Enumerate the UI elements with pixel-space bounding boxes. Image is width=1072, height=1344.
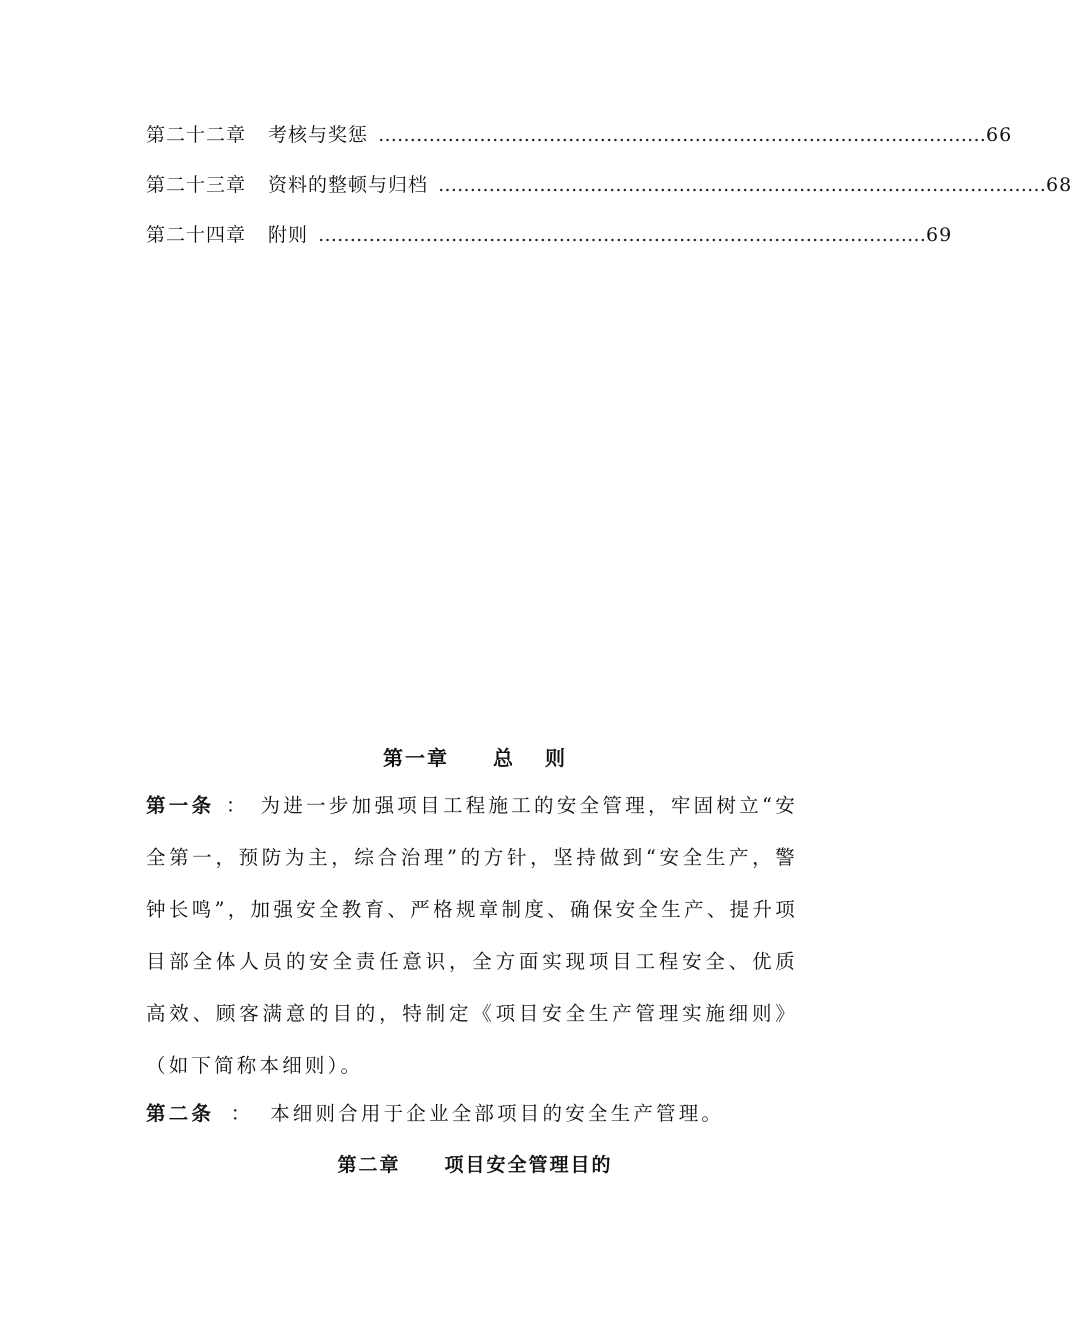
chapter-1-title-char: 则	[545, 746, 567, 770]
chapter-2-label: 第二章	[337, 1154, 401, 1176]
toc-chapter-title: 考核与奖惩	[268, 124, 369, 146]
toc-page-number: 68	[1046, 174, 1072, 196]
chapter-1-heading	[0, 742, 950, 771]
chapter-1-label: 第一章	[383, 746, 449, 770]
article-2-label: 第二条	[146, 1102, 215, 1125]
toc-entry[interactable]	[146, 120, 1013, 170]
chapter-2-title: 项目安全管理目的	[444, 1154, 613, 1176]
article-1-separator: ：	[226, 794, 249, 817]
article-2	[146, 1088, 798, 1140]
toc-page-number: 69	[926, 224, 953, 246]
toc-page-number: 66	[986, 124, 1013, 146]
toc-chapter-number: 第二十三章	[146, 174, 247, 196]
article-2-separator: ：	[230, 1102, 254, 1125]
toc-chapter-number: 第二十四章	[146, 224, 247, 246]
chapter-1-title-char: 总	[493, 746, 515, 770]
chapter-2-heading	[0, 1150, 950, 1177]
article-1-label: 第一条	[146, 794, 215, 817]
toc-dot-leader: ……………………………………………………………………………………	[378, 124, 987, 146]
toc-chapter-title: 资料的整顿与归档	[268, 174, 429, 196]
toc-entry[interactable]	[146, 220, 953, 270]
toc-chapter-number: 第二十二章	[146, 124, 247, 146]
article-1	[146, 780, 798, 1092]
article-1-text: 为进一步加强项目工程施工的安全管理，牢固树立“安全第一，预防为主，综合治理”的方针，坚持做到“安全生产，警钟长鸣”，加强安全教育、严格规章制度、确保安全生产、提升项目部全体人员的安全责任意识，全方面实现项目工程安全、优质高效、顾客满意的目的，特制定《项目安全生产管理实施细则》（如下简称本细则）。	[146, 794, 798, 1077]
toc-dot-leader: ……………………………………………………………………………………	[438, 174, 1047, 196]
toc-dot-leader: ……………………………………………………………………………………	[318, 224, 927, 246]
toc-chapter-title: 附则	[268, 224, 309, 246]
article-2-text: 本细则合用于企业全部项目的安全生产管理。	[270, 1102, 725, 1125]
toc-entry[interactable]	[146, 170, 1072, 220]
table-of-contents	[146, 120, 1072, 270]
